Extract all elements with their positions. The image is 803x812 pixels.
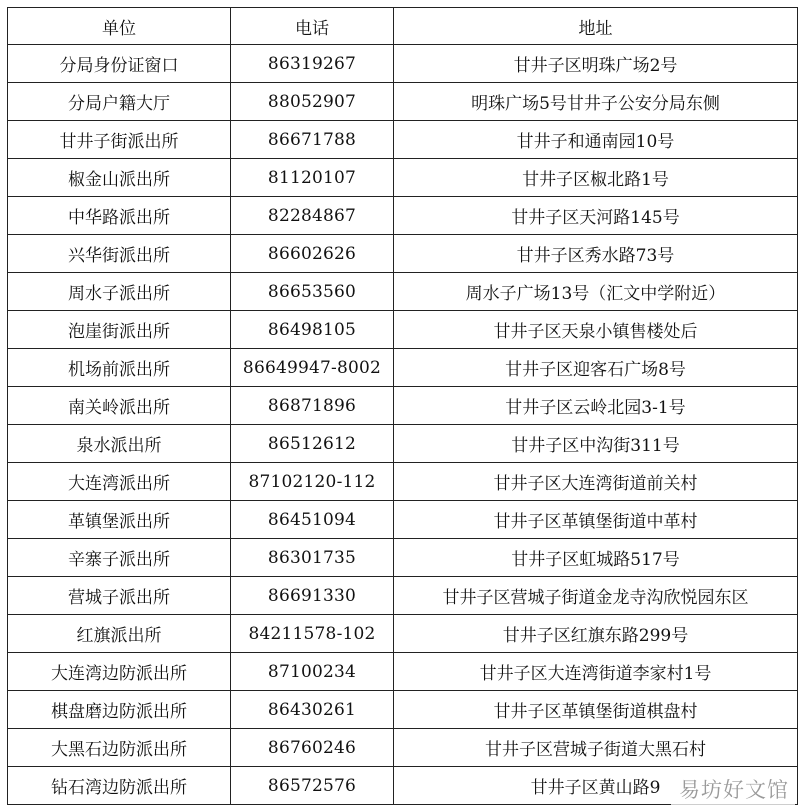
cell-address: 甘井子区革镇堡街道中革村 xyxy=(394,501,798,539)
table-row xyxy=(8,83,798,121)
table-row xyxy=(8,577,798,615)
cell-phone: 86301735 xyxy=(231,539,394,577)
site-watermark: 易坊好文馆 xyxy=(671,772,795,806)
table-row xyxy=(8,501,798,539)
cell-phone: 86671788 xyxy=(231,121,394,159)
table-row xyxy=(8,349,798,387)
table-row xyxy=(8,235,798,273)
table-row xyxy=(8,653,798,691)
cell-address: 甘井子区迎客石广场8号 xyxy=(394,349,798,387)
cell-unit: 营城子派出所 xyxy=(8,577,231,615)
cell-unit: 大黑石边防派出所 xyxy=(8,729,231,767)
cell-phone: 82284867 xyxy=(231,197,394,235)
cell-unit: 大连湾派出所 xyxy=(8,463,231,501)
cell-address: 甘井子区天泉小镇售楼处后 xyxy=(394,311,798,349)
table-row xyxy=(8,425,798,463)
cell-address: 甘井子区革镇堡街道棋盘村 xyxy=(394,691,798,729)
cell-address: 甘井子区虹城路517号 xyxy=(394,539,798,577)
table-row xyxy=(8,159,798,197)
cell-phone: 86319267 xyxy=(231,45,394,83)
cell-unit: 辛寨子派出所 xyxy=(8,539,231,577)
cell-address: 明珠广场5号甘井子公安分局东侧 xyxy=(394,83,798,121)
cell-address: 甘井子区营城子街道大黑石村 xyxy=(394,729,798,767)
cell-unit: 革镇堡派出所 xyxy=(8,501,231,539)
header-address: 地址 xyxy=(394,8,798,45)
cell-phone: 87102120-112 xyxy=(231,463,394,501)
header-phone: 电话 xyxy=(231,8,394,45)
cell-address: 甘井子区天河路145号 xyxy=(394,197,798,235)
cell-address: 甘井子区大连湾街道前关村 xyxy=(394,463,798,501)
table-row xyxy=(8,691,798,729)
table-row xyxy=(8,45,798,83)
cell-phone: 86451094 xyxy=(231,501,394,539)
cell-phone: 86649947-8002 xyxy=(231,349,394,387)
cell-phone: 86760246 xyxy=(231,729,394,767)
cell-phone: 86572576 xyxy=(231,767,394,805)
table-row xyxy=(8,729,798,767)
table-row xyxy=(8,121,798,159)
cell-unit: 周水子派出所 xyxy=(8,273,231,311)
cell-phone: 86602626 xyxy=(231,235,394,273)
cell-unit: 红旗派出所 xyxy=(8,615,231,653)
cell-unit: 机场前派出所 xyxy=(8,349,231,387)
cell-address: 甘井子区黄山路9 xyxy=(394,767,798,805)
cell-unit: 椒金山派出所 xyxy=(8,159,231,197)
cell-address: 甘井子区红旗东路299号 xyxy=(394,615,798,653)
cell-unit: 中华路派出所 xyxy=(8,197,231,235)
table-row xyxy=(8,615,798,653)
table-header xyxy=(8,8,798,45)
cell-address: 甘井子区大连湾街道李家村1号 xyxy=(394,653,798,691)
table-row xyxy=(8,539,798,577)
header-row xyxy=(8,8,798,45)
cell-unit: 泡崖街派出所 xyxy=(8,311,231,349)
cell-unit: 甘井子街派出所 xyxy=(8,121,231,159)
cell-phone: 86653560 xyxy=(231,273,394,311)
cell-phone: 81120107 xyxy=(231,159,394,197)
cell-phone: 84211578-102 xyxy=(231,615,394,653)
table-row xyxy=(8,273,798,311)
cell-address: 甘井子区椒北路1号 xyxy=(394,159,798,197)
table-row xyxy=(8,463,798,501)
cell-phone: 86512612 xyxy=(231,425,394,463)
cell-unit: 钻石湾边防派出所 xyxy=(8,767,231,805)
cell-address: 甘井子区中沟街311号 xyxy=(394,425,798,463)
cell-unit: 分局户籍大厅 xyxy=(8,83,231,121)
cell-phone: 86498105 xyxy=(231,311,394,349)
cell-address: 甘井子区秀水路73号 xyxy=(394,235,798,273)
cell-unit: 棋盘磨边防派出所 xyxy=(8,691,231,729)
cell-unit: 分局身份证窗口 xyxy=(8,45,231,83)
cell-address: 甘井子和通南园10号 xyxy=(394,121,798,159)
cell-unit: 泉水派出所 xyxy=(8,425,231,463)
header-unit: 单位 xyxy=(8,8,231,45)
table-row xyxy=(8,387,798,425)
cell-unit: 南关岭派出所 xyxy=(8,387,231,425)
table-body xyxy=(8,45,798,805)
table-row xyxy=(8,197,798,235)
cell-phone: 86871896 xyxy=(231,387,394,425)
cell-unit: 兴华街派出所 xyxy=(8,235,231,273)
cell-address: 甘井子区云岭北园3-1号 xyxy=(394,387,798,425)
cell-phone: 86691330 xyxy=(231,577,394,615)
cell-unit: 大连湾边防派出所 xyxy=(8,653,231,691)
police-station-directory-table xyxy=(7,7,798,805)
cell-phone: 86430261 xyxy=(231,691,394,729)
cell-phone: 87100234 xyxy=(231,653,394,691)
table-row xyxy=(8,311,798,349)
cell-address: 周水子广场13号（汇文中学附近） xyxy=(394,273,798,311)
cell-address: 甘井子区明珠广场2号 xyxy=(394,45,798,83)
cell-address: 甘井子区营城子街道金龙寺沟欣悦园东区 xyxy=(394,577,798,615)
cell-phone: 88052907 xyxy=(231,83,394,121)
